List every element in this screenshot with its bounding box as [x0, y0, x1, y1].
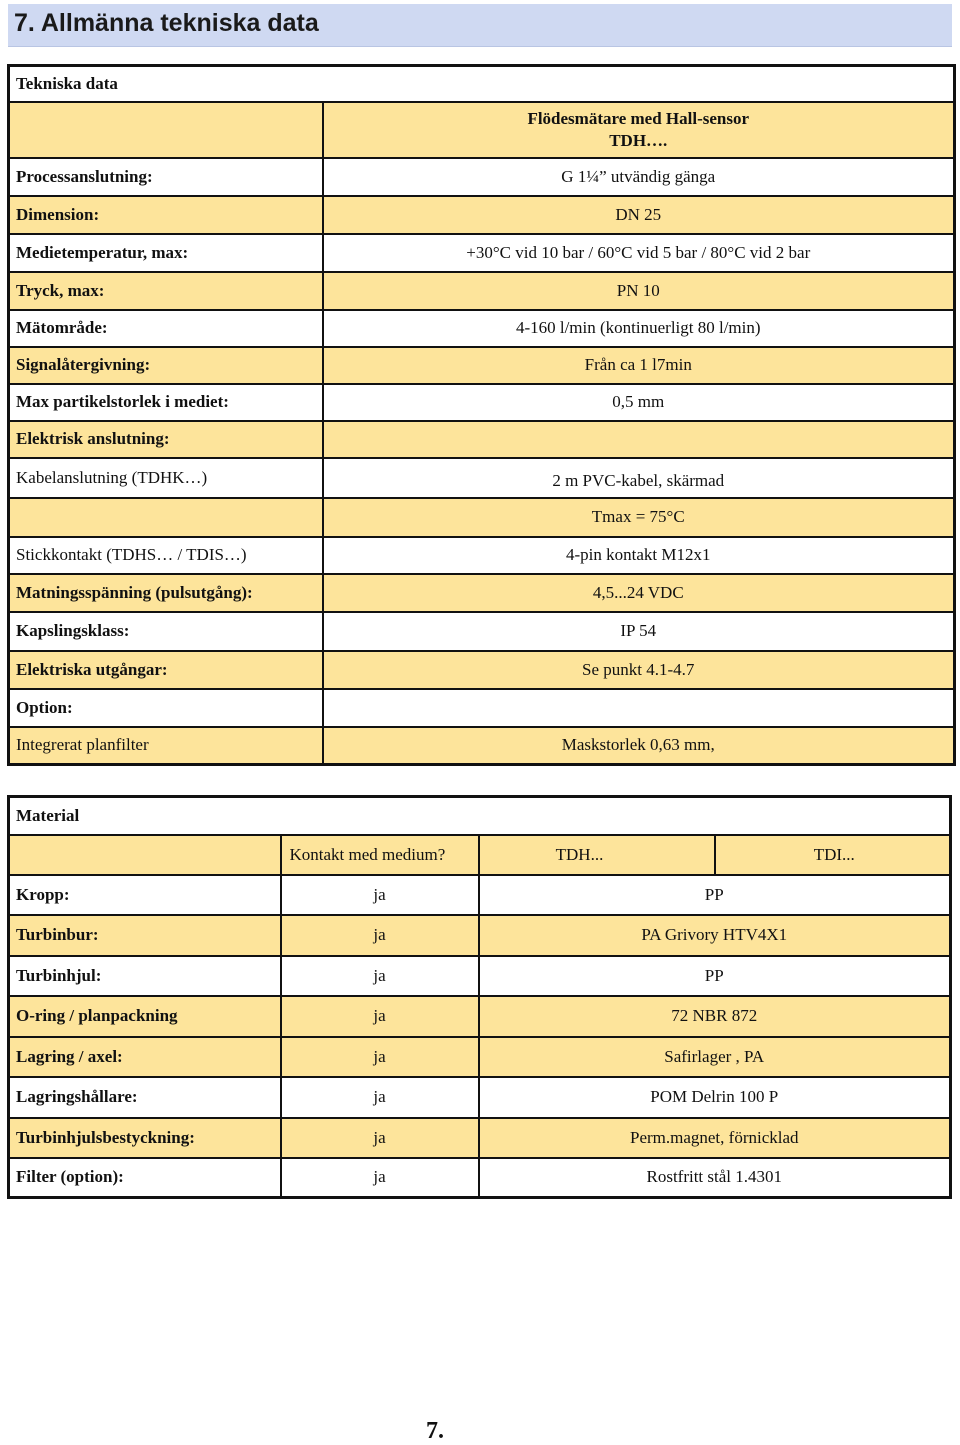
row-value: Från ca 1 l7min — [323, 347, 955, 384]
page-number: 7. — [426, 1418, 444, 1444]
row-label: Signalåtergivning: — [9, 347, 323, 384]
material-contact: ja — [281, 1158, 479, 1198]
table-row — [9, 1077, 951, 1118]
row-label: Dimension: — [9, 196, 323, 234]
table-row — [9, 956, 951, 996]
table-row — [9, 498, 955, 537]
row-label: Processanslutning: — [9, 158, 323, 196]
material-value: 72 NBR 872 — [479, 996, 951, 1037]
row-value: IP 54 — [323, 612, 955, 651]
table-title: Tekniska data — [9, 66, 955, 102]
row-label: Kapslingsklass: — [9, 612, 323, 651]
row-label: Elektriska utgångar: — [9, 651, 323, 689]
row-value: G 1¼” utvändig gänga — [323, 158, 955, 196]
table-row — [9, 574, 955, 612]
material-label: Turbinbur: — [9, 915, 281, 956]
material-value: PA Grivory HTV4X1 — [479, 915, 951, 956]
table-title: Material — [9, 797, 951, 835]
row-value: 2 m PVC-kabel, skärmad — [323, 458, 955, 498]
row-value: 0,5 mm — [323, 384, 955, 421]
row-label: Option: — [9, 689, 323, 727]
product-row — [9, 102, 955, 158]
table-row — [9, 875, 951, 915]
row-value: 4-pin kontakt M12x1 — [323, 537, 955, 574]
material-value: PP — [479, 956, 951, 996]
column-header-contact: Kontakt med medium? — [281, 835, 479, 875]
row-value: Maskstorlek 0,63 mm, — [323, 727, 955, 765]
material-value: POM Delrin 100 P — [479, 1077, 951, 1118]
material-table — [7, 795, 952, 1199]
technical-data-table — [7, 64, 956, 766]
table-title-row — [9, 797, 951, 835]
product-line-1: Flödesmätare med Hall-sensor — [527, 108, 750, 128]
product-line-2: TDH…. — [609, 130, 668, 150]
section-title: 7. Allmänna tekniska data — [14, 9, 319, 37]
material-label: Filter (option): — [9, 1158, 281, 1198]
table-row — [9, 384, 955, 421]
row-value — [323, 421, 955, 458]
table-row — [9, 1118, 951, 1158]
row-value: PN 10 — [323, 272, 955, 310]
row-value: Tmax = 75°C — [323, 498, 955, 537]
column-header-tdi: TDI... — [715, 835, 951, 875]
table-row — [9, 196, 955, 234]
material-label: Kropp: — [9, 875, 281, 915]
row-value: +30°C vid 10 bar / 60°C vid 5 bar / 80°C vid 2 bar — [323, 234, 955, 272]
table-row — [9, 996, 951, 1037]
row-label: Medietemperatur, max: — [9, 234, 323, 272]
row-label: Tryck, max: — [9, 272, 323, 310]
row-label: Stickkontakt (TDHS… / TDIS…) — [9, 537, 323, 574]
material-contact: ja — [281, 875, 479, 915]
row-value: 4,5...24 VDC — [323, 574, 955, 612]
table-row — [9, 272, 955, 310]
table-title-row — [9, 66, 955, 102]
material-contact: ja — [281, 1118, 479, 1158]
row-label — [9, 498, 323, 537]
table-row — [9, 727, 955, 765]
table-header-row — [9, 835, 951, 875]
row-label: Max partikelstorlek i mediet: — [9, 384, 323, 421]
material-label: Turbinhjulsbestyckning: — [9, 1118, 281, 1158]
row-value: DN 25 — [323, 196, 955, 234]
material-label: Lagring / axel: — [9, 1037, 281, 1077]
empty-cell — [9, 835, 281, 875]
table-row — [9, 234, 955, 272]
material-value: PP — [479, 875, 951, 915]
material-contact: ja — [281, 1077, 479, 1118]
table-row — [9, 158, 955, 196]
material-contact: ja — [281, 996, 479, 1037]
material-value: Perm.magnet, förnicklad — [479, 1118, 951, 1158]
table-row — [9, 347, 955, 384]
material-value: Rostfritt stål 1.4301 — [479, 1158, 951, 1198]
table-row — [9, 612, 955, 651]
row-value: Se punkt 4.1-4.7 — [323, 651, 955, 689]
row-label: Matningsspänning (pulsutgång): — [9, 574, 323, 612]
material-label: Lagringshållare: — [9, 1077, 281, 1118]
section-header — [8, 4, 952, 47]
table-row — [9, 310, 955, 347]
row-value: 4-160 l/min (kontinuerligt 80 l/min) — [323, 310, 955, 347]
row-label: Kabelanslutning (TDHK…) — [9, 458, 323, 498]
material-value: Safirlager , PA — [479, 1037, 951, 1077]
table-row — [9, 458, 955, 498]
row-value — [323, 689, 955, 727]
material-label: O-ring / planpackning — [9, 996, 281, 1037]
table-row — [9, 1037, 951, 1077]
product-name — [323, 102, 955, 158]
table-row — [9, 1158, 951, 1198]
table-row — [9, 915, 951, 956]
table-row — [9, 537, 955, 574]
table-row — [9, 689, 955, 727]
table-row — [9, 651, 955, 689]
row-label: Mätområde: — [9, 310, 323, 347]
column-header-tdh: TDH... — [479, 835, 715, 875]
material-contact: ja — [281, 956, 479, 996]
table-row — [9, 421, 955, 458]
row-label: Integrerat planfilter — [9, 727, 323, 765]
material-contact: ja — [281, 915, 479, 956]
empty-cell — [9, 102, 323, 158]
material-label: Turbinhjul: — [9, 956, 281, 996]
row-label: Elektrisk anslutning: — [9, 421, 323, 458]
material-contact: ja — [281, 1037, 479, 1077]
